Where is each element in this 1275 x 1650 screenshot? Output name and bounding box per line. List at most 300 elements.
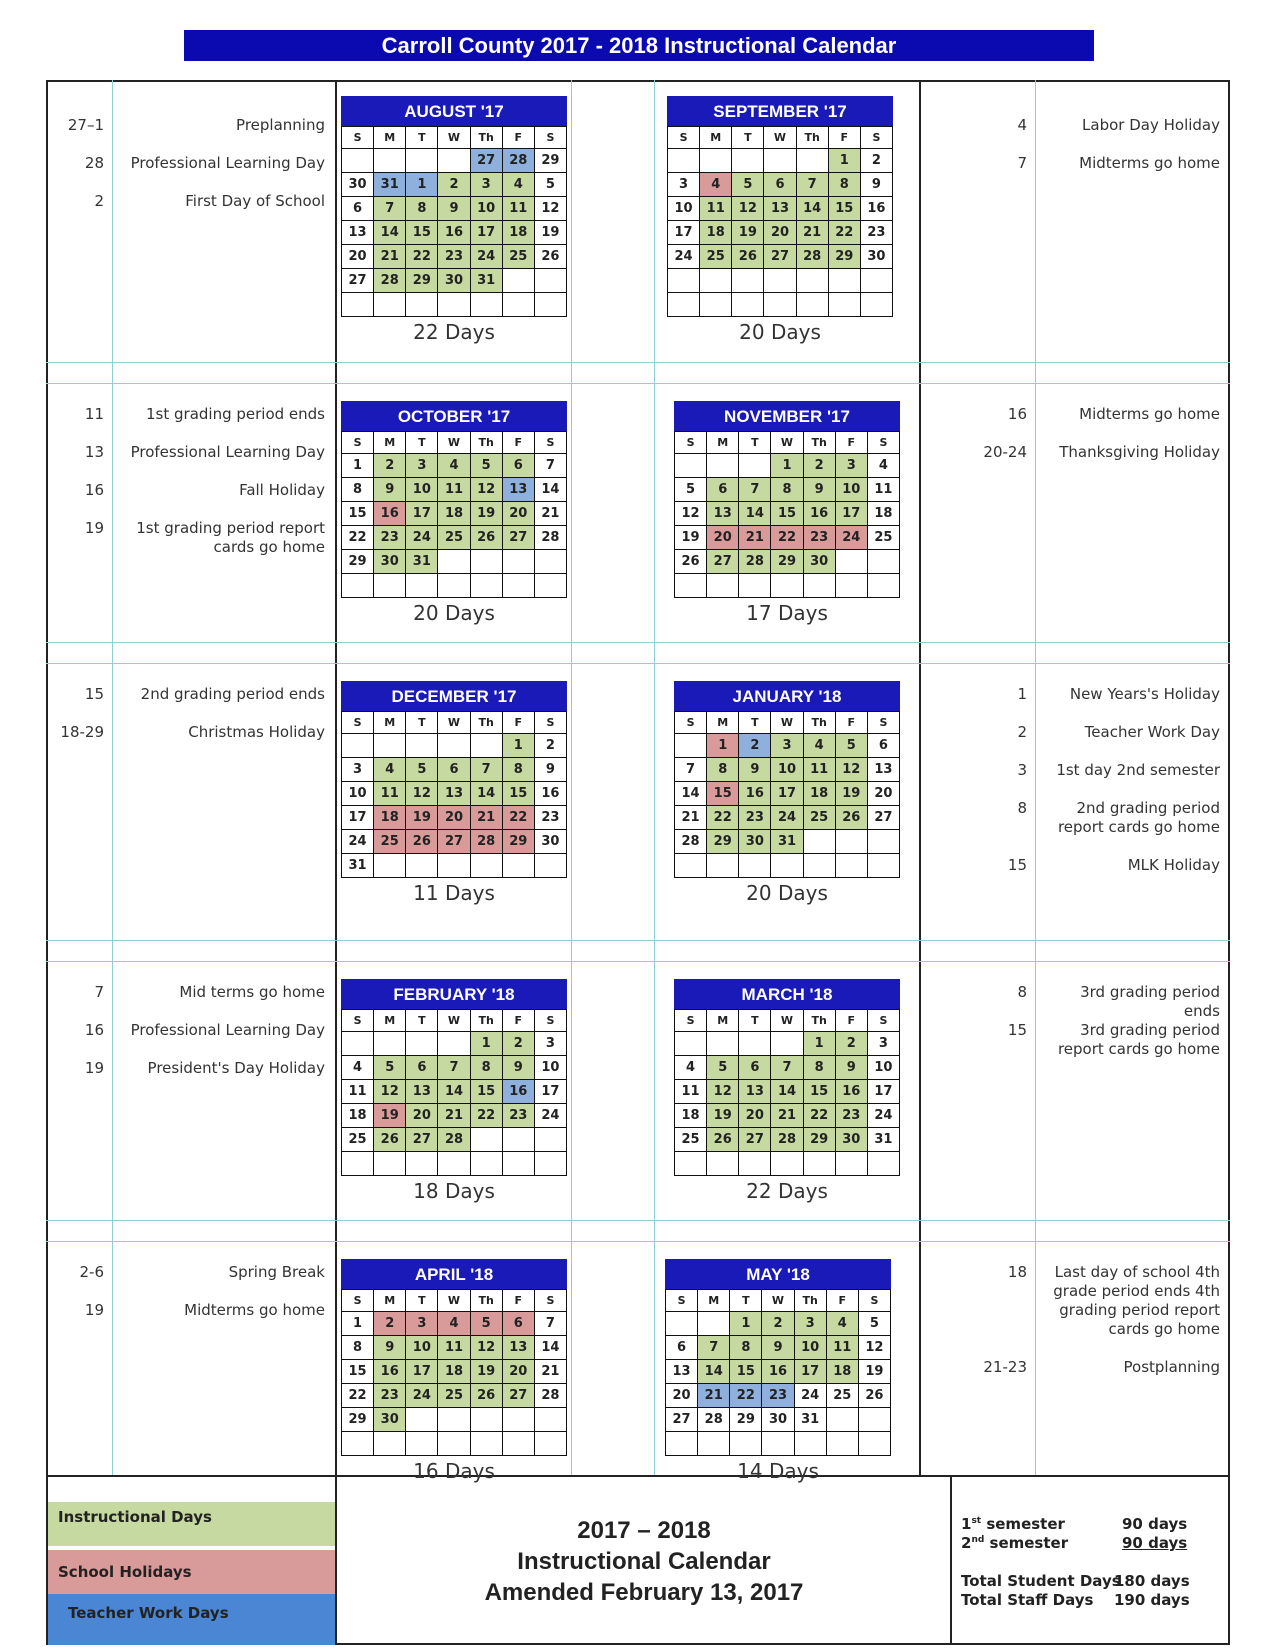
legend-label: Instructional Days xyxy=(58,1508,212,1526)
day-cell: 17 xyxy=(794,1360,826,1384)
grid-line xyxy=(46,383,1230,384)
day-cell xyxy=(406,1408,438,1432)
event-date: 28 xyxy=(84,154,104,172)
weekday-header: F xyxy=(502,127,534,149)
day-cell: 9 xyxy=(502,1056,534,1080)
day-cell: 20 xyxy=(342,245,374,269)
day-cell: 10 xyxy=(534,1056,566,1080)
day-cell: 8 xyxy=(803,1056,835,1080)
day-cell: 6 xyxy=(666,1336,698,1360)
day-cell: 9 xyxy=(835,1056,867,1080)
day-cell: 11 xyxy=(374,782,406,806)
weekday-header: T xyxy=(732,127,764,149)
day-cell xyxy=(534,1408,566,1432)
day-cell xyxy=(700,149,732,173)
day-cell: 3 xyxy=(534,1032,566,1056)
days-count: 22 Days xyxy=(746,1179,828,1203)
day-cell: 11 xyxy=(700,197,732,221)
day-cell: 4 xyxy=(374,758,406,782)
weekday-header: F xyxy=(835,1010,867,1032)
day-cell: 3 xyxy=(668,173,700,197)
day-cell: 16 xyxy=(502,1080,534,1104)
day-cell: 15 xyxy=(470,1080,502,1104)
day-cell: 16 xyxy=(438,221,470,245)
day-cell: 1 xyxy=(803,1032,835,1056)
day-cell: 5 xyxy=(470,1312,502,1336)
month-calendar xyxy=(341,681,567,905)
weekday-header: S xyxy=(534,127,566,149)
month-calendar xyxy=(341,401,567,625)
day-cell: 11 xyxy=(342,1080,374,1104)
event-date: 16 xyxy=(84,481,104,499)
day-cell: 12 xyxy=(858,1336,890,1360)
day-cell: 31 xyxy=(470,269,502,293)
event-date: 11 xyxy=(84,405,104,423)
day-cell: 7 xyxy=(534,454,566,478)
day-cell: 29 xyxy=(534,149,566,173)
day-cell: 9 xyxy=(762,1336,794,1360)
day-cell xyxy=(534,854,566,878)
day-cell: 24 xyxy=(771,806,803,830)
days-count: 17 Days xyxy=(746,601,828,625)
event-date: 2-6 xyxy=(79,1263,104,1281)
day-cell: 31 xyxy=(374,173,406,197)
day-cell: 6 xyxy=(867,734,899,758)
weekday-header: F xyxy=(828,127,860,149)
day-cell: 18 xyxy=(867,502,899,526)
month-grid xyxy=(341,126,567,317)
day-cell: 19 xyxy=(707,1104,739,1128)
day-cell xyxy=(828,293,860,317)
day-cell: 22 xyxy=(730,1384,762,1408)
grid-line xyxy=(335,80,337,1645)
day-cell: 11 xyxy=(438,478,470,502)
day-cell: 5 xyxy=(707,1056,739,1080)
day-cell: 22 xyxy=(342,1384,374,1408)
day-cell xyxy=(675,734,707,758)
day-cell: 14 xyxy=(739,502,771,526)
month-calendar xyxy=(674,681,900,905)
month-grid xyxy=(674,711,900,878)
day-cell xyxy=(438,1032,470,1056)
day-cell xyxy=(675,854,707,878)
day-cell xyxy=(796,269,828,293)
event-date: 21-23 xyxy=(983,1358,1027,1376)
day-cell xyxy=(707,454,739,478)
day-cell: 2 xyxy=(762,1312,794,1336)
month-grid xyxy=(667,126,893,317)
event-date: 8 xyxy=(1017,983,1027,1001)
day-cell: 6 xyxy=(502,454,534,478)
day-cell: 20 xyxy=(739,1104,771,1128)
day-cell xyxy=(470,1128,502,1152)
day-cell xyxy=(730,1432,762,1456)
day-cell: 26 xyxy=(835,806,867,830)
day-cell: 26 xyxy=(858,1384,890,1408)
day-cell: 1 xyxy=(828,149,860,173)
day-cell: 15 xyxy=(406,221,438,245)
day-cell xyxy=(502,854,534,878)
month-title: MARCH '18 xyxy=(674,979,900,1009)
day-cell xyxy=(707,574,739,598)
day-cell: 24 xyxy=(668,245,700,269)
weekday-header: T xyxy=(406,432,438,454)
day-cell: 30 xyxy=(762,1408,794,1432)
day-cell: 10 xyxy=(470,197,502,221)
total-student-label: Total Student Days xyxy=(961,1572,1121,1590)
day-cell: 21 xyxy=(438,1104,470,1128)
day-cell: 19 xyxy=(374,1104,406,1128)
grid-line xyxy=(46,1220,1230,1221)
month-title: DECEMBER '17 xyxy=(341,681,567,711)
weekday-header: S xyxy=(342,712,374,734)
day-cell: 12 xyxy=(835,758,867,782)
event-description: Labor Day Holiday xyxy=(1082,116,1220,134)
day-cell xyxy=(835,854,867,878)
day-cell: 10 xyxy=(867,1056,899,1080)
day-cell: 21 xyxy=(796,221,828,245)
day-cell: 29 xyxy=(502,830,534,854)
weekday-header: S xyxy=(867,1010,899,1032)
day-cell xyxy=(867,1152,899,1176)
day-cell: 16 xyxy=(374,502,406,526)
day-cell xyxy=(666,1432,698,1456)
days-count: 20 Days xyxy=(746,881,828,905)
day-cell xyxy=(534,1432,566,1456)
day-cell: 31 xyxy=(867,1128,899,1152)
day-cell xyxy=(771,574,803,598)
day-cell xyxy=(406,854,438,878)
day-cell: 19 xyxy=(835,782,867,806)
day-cell: 20 xyxy=(406,1104,438,1128)
day-cell: 18 xyxy=(700,221,732,245)
day-cell xyxy=(771,1152,803,1176)
day-cell: 28 xyxy=(502,149,534,173)
day-cell xyxy=(406,1152,438,1176)
day-cell xyxy=(698,1312,730,1336)
day-cell xyxy=(342,1152,374,1176)
day-cell: 15 xyxy=(342,1360,374,1384)
day-cell xyxy=(502,1408,534,1432)
day-cell xyxy=(700,269,732,293)
days-count: 20 Days xyxy=(413,601,495,625)
day-cell xyxy=(700,293,732,317)
day-cell: 7 xyxy=(438,1056,470,1080)
event-description: Thanksgiving Holiday xyxy=(1059,443,1220,461)
grid-line xyxy=(46,1475,1230,1477)
day-cell: 29 xyxy=(707,830,739,854)
days-count: 18 Days xyxy=(413,1179,495,1203)
event-date: 1 xyxy=(1017,685,1027,703)
day-cell: 15 xyxy=(502,782,534,806)
day-cell xyxy=(764,269,796,293)
day-cell: 17 xyxy=(668,221,700,245)
day-cell: 22 xyxy=(707,806,739,830)
day-cell: 6 xyxy=(707,478,739,502)
day-cell: 25 xyxy=(502,245,534,269)
days-count: 20 Days xyxy=(739,320,821,344)
weekday-header: F xyxy=(502,1290,534,1312)
day-cell: 2 xyxy=(374,1312,406,1336)
day-cell xyxy=(406,149,438,173)
weekday-header: M xyxy=(374,127,406,149)
event-date: 2 xyxy=(94,192,104,210)
weekday-header: Th xyxy=(803,1010,835,1032)
day-cell: 7 xyxy=(470,758,502,782)
grid-line xyxy=(1035,80,1036,1475)
weekday-header: Th xyxy=(470,127,502,149)
day-cell xyxy=(438,854,470,878)
day-cell: 4 xyxy=(342,1056,374,1080)
day-cell xyxy=(698,1432,730,1456)
day-cell xyxy=(762,1432,794,1456)
weekday-header: S xyxy=(675,432,707,454)
day-cell: 29 xyxy=(730,1408,762,1432)
day-cell xyxy=(835,830,867,854)
day-cell: 25 xyxy=(803,806,835,830)
day-cell: 11 xyxy=(826,1336,858,1360)
day-cell: 7 xyxy=(698,1336,730,1360)
day-cell: 10 xyxy=(794,1336,826,1360)
day-cell: 7 xyxy=(739,478,771,502)
event-date: 15 xyxy=(84,685,104,703)
event-description: Preplanning xyxy=(236,116,325,134)
day-cell xyxy=(771,1032,803,1056)
grid-line xyxy=(46,362,1230,363)
event-date: 2 xyxy=(1017,723,1027,741)
weekday-header: S xyxy=(867,432,899,454)
day-cell xyxy=(470,854,502,878)
day-cell: 12 xyxy=(707,1080,739,1104)
day-cell: 22 xyxy=(470,1104,502,1128)
legend-label: School Holidays xyxy=(58,1563,192,1581)
grid-line xyxy=(46,961,1230,962)
weekday-header: S xyxy=(534,1290,566,1312)
day-cell xyxy=(860,293,892,317)
day-cell xyxy=(803,830,835,854)
weekday-header: S xyxy=(668,127,700,149)
day-cell: 18 xyxy=(675,1104,707,1128)
day-cell xyxy=(342,1432,374,1456)
event-date: 20-24 xyxy=(983,443,1027,461)
day-cell: 2 xyxy=(803,454,835,478)
day-cell: 12 xyxy=(470,1336,502,1360)
day-cell xyxy=(406,734,438,758)
day-cell: 6 xyxy=(739,1056,771,1080)
day-cell: 28 xyxy=(470,830,502,854)
day-cell: 14 xyxy=(470,782,502,806)
day-cell: 6 xyxy=(342,197,374,221)
day-cell: 24 xyxy=(406,526,438,550)
grid-line xyxy=(46,642,1230,643)
day-cell xyxy=(826,1408,858,1432)
day-cell xyxy=(406,1032,438,1056)
day-cell xyxy=(796,149,828,173)
day-cell xyxy=(438,293,470,317)
event-date: 27–1 xyxy=(67,116,104,134)
event-description: 1st grading period report cards go home xyxy=(136,519,325,556)
month-calendar xyxy=(667,96,893,344)
day-cell: 3 xyxy=(771,734,803,758)
day-cell: 23 xyxy=(835,1104,867,1128)
day-cell xyxy=(470,293,502,317)
day-cell xyxy=(342,1032,374,1056)
day-cell: 27 xyxy=(502,1384,534,1408)
day-cell: 22 xyxy=(803,1104,835,1128)
day-cell: 4 xyxy=(675,1056,707,1080)
day-cell: 29 xyxy=(342,550,374,574)
weekday-header: W xyxy=(762,1290,794,1312)
day-cell: 8 xyxy=(730,1336,762,1360)
day-cell xyxy=(835,574,867,598)
day-cell: 27 xyxy=(707,550,739,574)
day-cell xyxy=(374,1152,406,1176)
days-count: 16 Days xyxy=(413,1459,495,1483)
day-cell xyxy=(764,149,796,173)
day-cell: 7 xyxy=(675,758,707,782)
day-cell: 9 xyxy=(374,1336,406,1360)
day-cell: 21 xyxy=(534,502,566,526)
day-cell xyxy=(534,1128,566,1152)
day-cell xyxy=(858,1432,890,1456)
weekday-header: T xyxy=(739,1010,771,1032)
weekday-header: F xyxy=(835,432,867,454)
day-cell: 5 xyxy=(534,173,566,197)
days-count: 14 Days xyxy=(737,1459,819,1483)
day-cell: 5 xyxy=(470,454,502,478)
day-cell: 30 xyxy=(374,550,406,574)
weekday-header: Th xyxy=(803,432,835,454)
day-cell: 8 xyxy=(502,758,534,782)
day-cell: 11 xyxy=(867,478,899,502)
weekday-header: F xyxy=(502,432,534,454)
day-cell: 9 xyxy=(803,478,835,502)
day-cell: 23 xyxy=(803,526,835,550)
event-description: Midterms go home xyxy=(1079,405,1220,423)
day-cell: 6 xyxy=(764,173,796,197)
month-title: JANUARY '18 xyxy=(674,681,900,711)
day-cell: 30 xyxy=(342,173,374,197)
event-description: 3rd grading period ends xyxy=(1080,983,1220,1020)
weekday-header: W xyxy=(438,432,470,454)
day-cell xyxy=(374,149,406,173)
grid-line xyxy=(919,80,921,1475)
day-cell: 25 xyxy=(342,1128,374,1152)
day-cell: 13 xyxy=(502,1336,534,1360)
day-cell: 8 xyxy=(470,1056,502,1080)
day-cell: 26 xyxy=(675,550,707,574)
day-cell: 7 xyxy=(374,197,406,221)
day-cell: 19 xyxy=(675,526,707,550)
day-cell: 12 xyxy=(675,502,707,526)
day-cell: 24 xyxy=(470,245,502,269)
day-cell: 22 xyxy=(342,526,374,550)
day-cell: 4 xyxy=(438,454,470,478)
day-cell: 30 xyxy=(534,830,566,854)
day-cell: 25 xyxy=(438,526,470,550)
day-cell xyxy=(342,574,374,598)
day-cell: 23 xyxy=(860,221,892,245)
day-cell: 27 xyxy=(470,149,502,173)
event-description: 3rd grading period report cards go home xyxy=(1057,1021,1220,1058)
day-cell: 8 xyxy=(406,197,438,221)
event-date: 7 xyxy=(94,983,104,1001)
day-cell: 28 xyxy=(771,1128,803,1152)
day-cell: 29 xyxy=(342,1408,374,1432)
day-cell: 3 xyxy=(406,454,438,478)
day-cell xyxy=(668,293,700,317)
day-cell xyxy=(707,1032,739,1056)
day-cell xyxy=(374,1032,406,1056)
day-cell: 17 xyxy=(470,221,502,245)
day-cell xyxy=(502,550,534,574)
grid-line xyxy=(654,80,655,1475)
day-cell: 8 xyxy=(828,173,860,197)
day-cell: 11 xyxy=(803,758,835,782)
day-cell: 31 xyxy=(794,1408,826,1432)
day-cell: 3 xyxy=(406,1312,438,1336)
day-cell: 3 xyxy=(867,1032,899,1056)
weekday-header: T xyxy=(406,127,438,149)
day-cell: 19 xyxy=(470,1360,502,1384)
day-cell xyxy=(668,149,700,173)
day-cell: 13 xyxy=(406,1080,438,1104)
day-cell: 15 xyxy=(707,782,739,806)
weekday-header: F xyxy=(826,1290,858,1312)
day-cell: 8 xyxy=(342,478,374,502)
event-description: Postplanning xyxy=(1123,1358,1220,1376)
event-date: 16 xyxy=(84,1021,104,1039)
day-cell: 14 xyxy=(675,782,707,806)
event-description: Professional Learning Day xyxy=(130,154,325,172)
day-cell: 27 xyxy=(438,830,470,854)
day-cell: 2 xyxy=(502,1032,534,1056)
weekday-header: M xyxy=(698,1290,730,1312)
weekday-header: M xyxy=(700,127,732,149)
day-cell: 15 xyxy=(828,197,860,221)
weekday-header: S xyxy=(858,1290,890,1312)
day-cell: 13 xyxy=(764,197,796,221)
day-cell: 21 xyxy=(675,806,707,830)
day-cell xyxy=(406,1432,438,1456)
total-staff-label: Total Staff Days xyxy=(961,1591,1094,1609)
day-cell: 24 xyxy=(406,1384,438,1408)
day-cell: 8 xyxy=(707,758,739,782)
day-cell: 27 xyxy=(739,1128,771,1152)
day-cell: 31 xyxy=(342,854,374,878)
event-date: 15 xyxy=(1007,856,1027,874)
day-cell: 24 xyxy=(342,830,374,854)
day-cell: 13 xyxy=(342,221,374,245)
day-cell: 21 xyxy=(739,526,771,550)
day-cell: 2 xyxy=(374,454,406,478)
month-calendar xyxy=(341,1259,567,1483)
month-calendar xyxy=(341,96,567,344)
day-cell: 10 xyxy=(835,478,867,502)
sem1-label: 1st semester xyxy=(961,1515,1065,1533)
weekday-header: F xyxy=(835,712,867,734)
day-cell: 28 xyxy=(796,245,828,269)
weekday-header: M xyxy=(374,1010,406,1032)
event-description: First Day of School xyxy=(185,192,325,210)
day-cell xyxy=(666,1312,698,1336)
day-cell: 18 xyxy=(826,1360,858,1384)
day-cell: 3 xyxy=(835,454,867,478)
day-cell xyxy=(794,1432,826,1456)
weekday-header: S xyxy=(534,1010,566,1032)
day-cell: 18 xyxy=(438,502,470,526)
weekday-header: W xyxy=(771,1010,803,1032)
